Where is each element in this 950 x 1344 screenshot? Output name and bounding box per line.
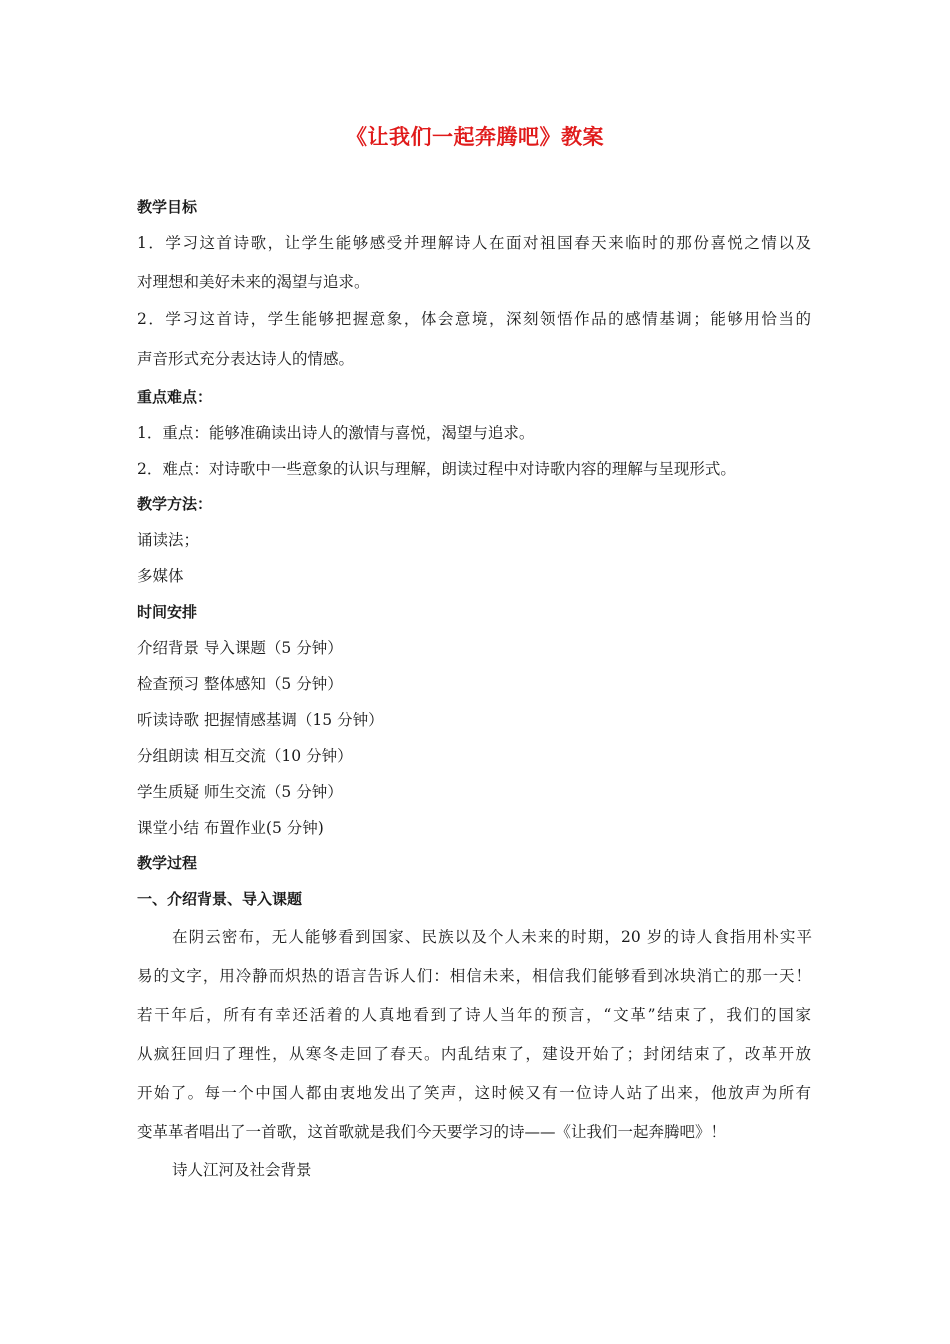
paragraph-line: 开始了。每一个中国人都由衷地发出了笑声，这时候又有一位诗人站了出来，他放声为所有 bbox=[137, 1084, 811, 1102]
method-item-1: 诵读法； bbox=[137, 531, 200, 549]
schedule-item: 介绍背景 导入课题（5 分钟） bbox=[137, 639, 343, 657]
schedule-item: 课堂小结 布置作业(5 分钟) bbox=[137, 819, 324, 837]
goal-item-1-line-2: 对理想和美好未来的渴望与追求。 bbox=[137, 273, 370, 291]
goal-item-1-line-1: 1．学习这首诗歌，让学生能够感受并理解诗人在面对祖国春天来临时的那份喜悦之情以及 bbox=[137, 234, 811, 252]
goal-item-2-line-1: 2．学习这首诗，学生能够把握意象，体会意境，深刻领悟作品的感情基调；能够用恰当的 bbox=[137, 310, 811, 328]
document-title: 《让我们一起奔腾吧》教案 bbox=[346, 125, 604, 149]
schedule-item: 分组朗读 相互交流（10 分钟） bbox=[137, 747, 353, 765]
paragraph-line: 从疯狂回归了理性，从寒冬走回了春天。内乱结束了，建设开始了；封闭结束了，改革开放 bbox=[137, 1045, 811, 1063]
schedule-item: 检查预习 整体感知（5 分钟） bbox=[137, 675, 343, 693]
key-points-heading: 重点难点： bbox=[137, 388, 213, 406]
process-heading: 教学过程 bbox=[137, 854, 198, 872]
paragraph-line: 在阴云密布，无人能够看到国家、民族以及个人未来的时期，20 岁的诗人食指用朴实平 bbox=[172, 928, 812, 946]
schedule-item: 学生质疑 师生交流（5 分钟） bbox=[137, 783, 343, 801]
key-point-item-2: 2．难点：对诗歌中一些意象的认识与理解，朗读过程中对诗歌内容的理解与呈现形式。 bbox=[137, 460, 736, 478]
goals-heading: 教学目标 bbox=[137, 198, 198, 216]
methods-heading: 教学方法： bbox=[137, 495, 213, 513]
paragraph-line: 变革革者唱出了一首歌，这首歌就是我们今天要学习的诗——《让我们一起奔腾吧》！ bbox=[137, 1123, 727, 1141]
key-point-item-1: 1．重点：能够准确读出诗人的激情与喜悦，渴望与追求。 bbox=[137, 424, 535, 442]
schedule-heading: 时间安排 bbox=[137, 603, 198, 621]
goal-item-2-line-2: 声音形式充分表达诗人的情感。 bbox=[137, 350, 355, 368]
method-item-2: 多媒体 bbox=[137, 567, 184, 585]
section-1-heading: 一、介绍背景、导入课题 bbox=[137, 890, 303, 908]
schedule-item: 听读诗歌 把握情感基调（15 分钟） bbox=[137, 711, 384, 729]
poet-background-subheading: 诗人江河及社会背景 bbox=[172, 1161, 312, 1179]
paragraph-line: 若干年后，所有有幸还活着的人真地看到了诗人当年的预言，“文革”结束了，我们的国家 bbox=[137, 1006, 811, 1024]
paragraph-line: 易的文字，用冷静而炽热的语言告诉人们：相信未来，相信我们能够看到冰块消亡的那一天！ bbox=[137, 967, 811, 985]
